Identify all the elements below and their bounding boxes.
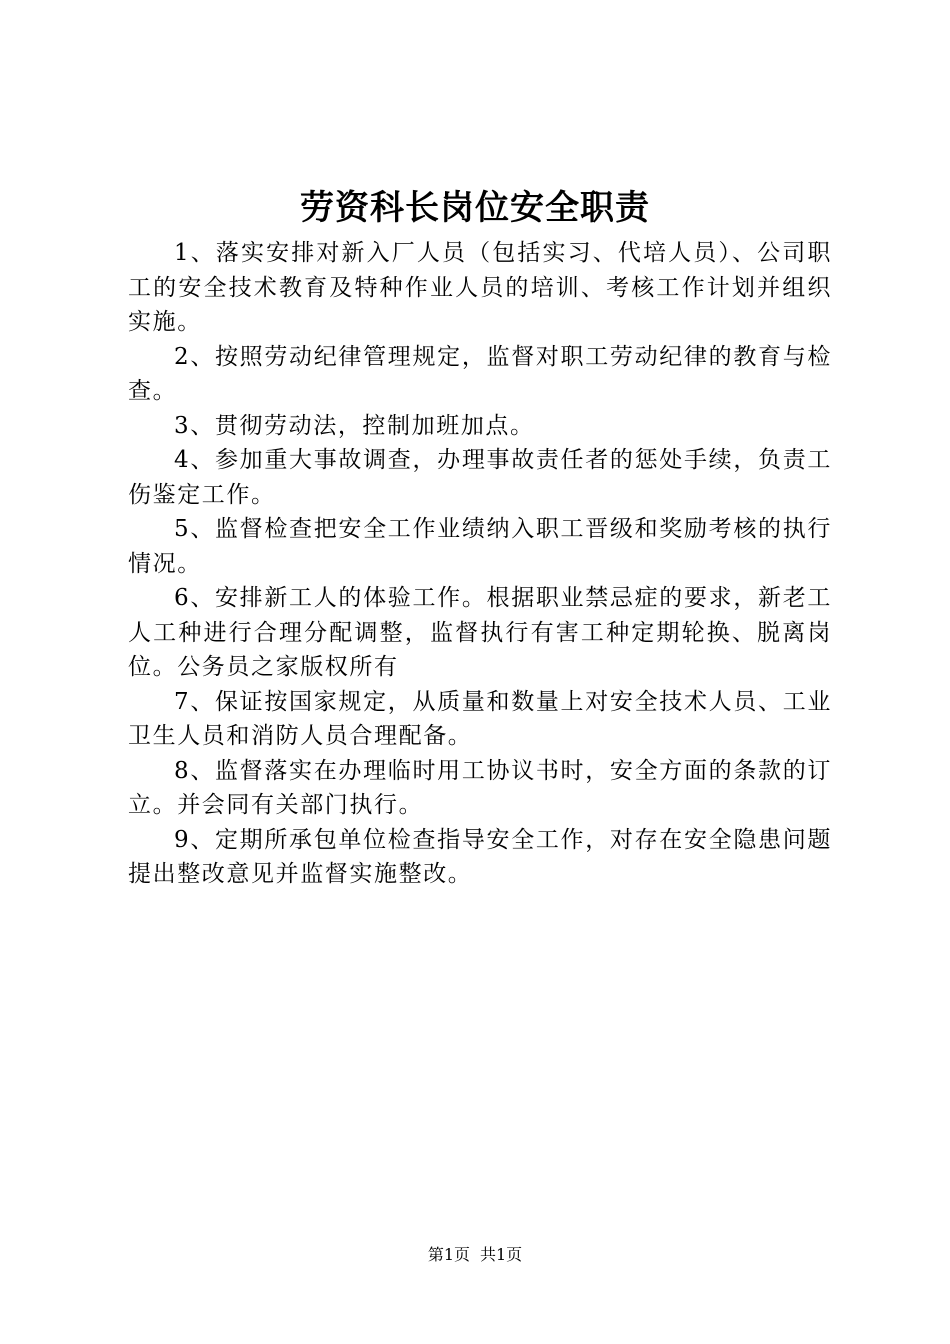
page-number-current: 第1页: [427, 1245, 470, 1264]
document-body: [128, 236, 832, 892]
paragraph-5: 5、监督检查把安全工作业绩纳入职工晋级和奖励考核的执行情况。: [128, 516, 832, 577]
page-footer: [0, 1244, 950, 1266]
page-title: 劳资科长岗位安全职责: [300, 188, 650, 228]
paragraph-8: 8、监督落实在办理临时用工协议书时，安全方面的条款的订立。并会同有关部门执行。: [128, 757, 832, 818]
paragraph-9: 9、定期所承包单位检查指导安全工作，对存在安全隐患问题提出整改意见并监督实施整改。: [128, 826, 832, 887]
paragraph-1: 1、落实安排对新入厂人员（包括实习、代培人员）、公司职工的安全技术教育及特种作业人员的培训、考核工作计划并组织实施。: [128, 240, 832, 335]
page-number-total: 共1页: [480, 1245, 523, 1264]
paragraph-2: 2、按照劳动纪律管理规定，监督对职工劳动纪律的教育与检查。: [128, 343, 832, 404]
paragraph-3: 3、贯彻劳动法，控制加班加点。: [174, 412, 535, 439]
paragraph-4: 4、参加重大事故调查，办理事故责任者的惩处手续，负责工伤鉴定工作。: [128, 447, 832, 508]
paragraph-6: 6、安排新工人的体验工作。根据职业禁忌症的要求，新老工人工种进行合理分配调整，监督执行有害工种定期轮换、脱离岗位。公务员之家版权所有: [128, 585, 832, 680]
paragraph-7: 7、保证按国家规定，从质量和数量上对安全技术人员、工业卫生人员和消防人员合理配备。: [128, 688, 832, 749]
